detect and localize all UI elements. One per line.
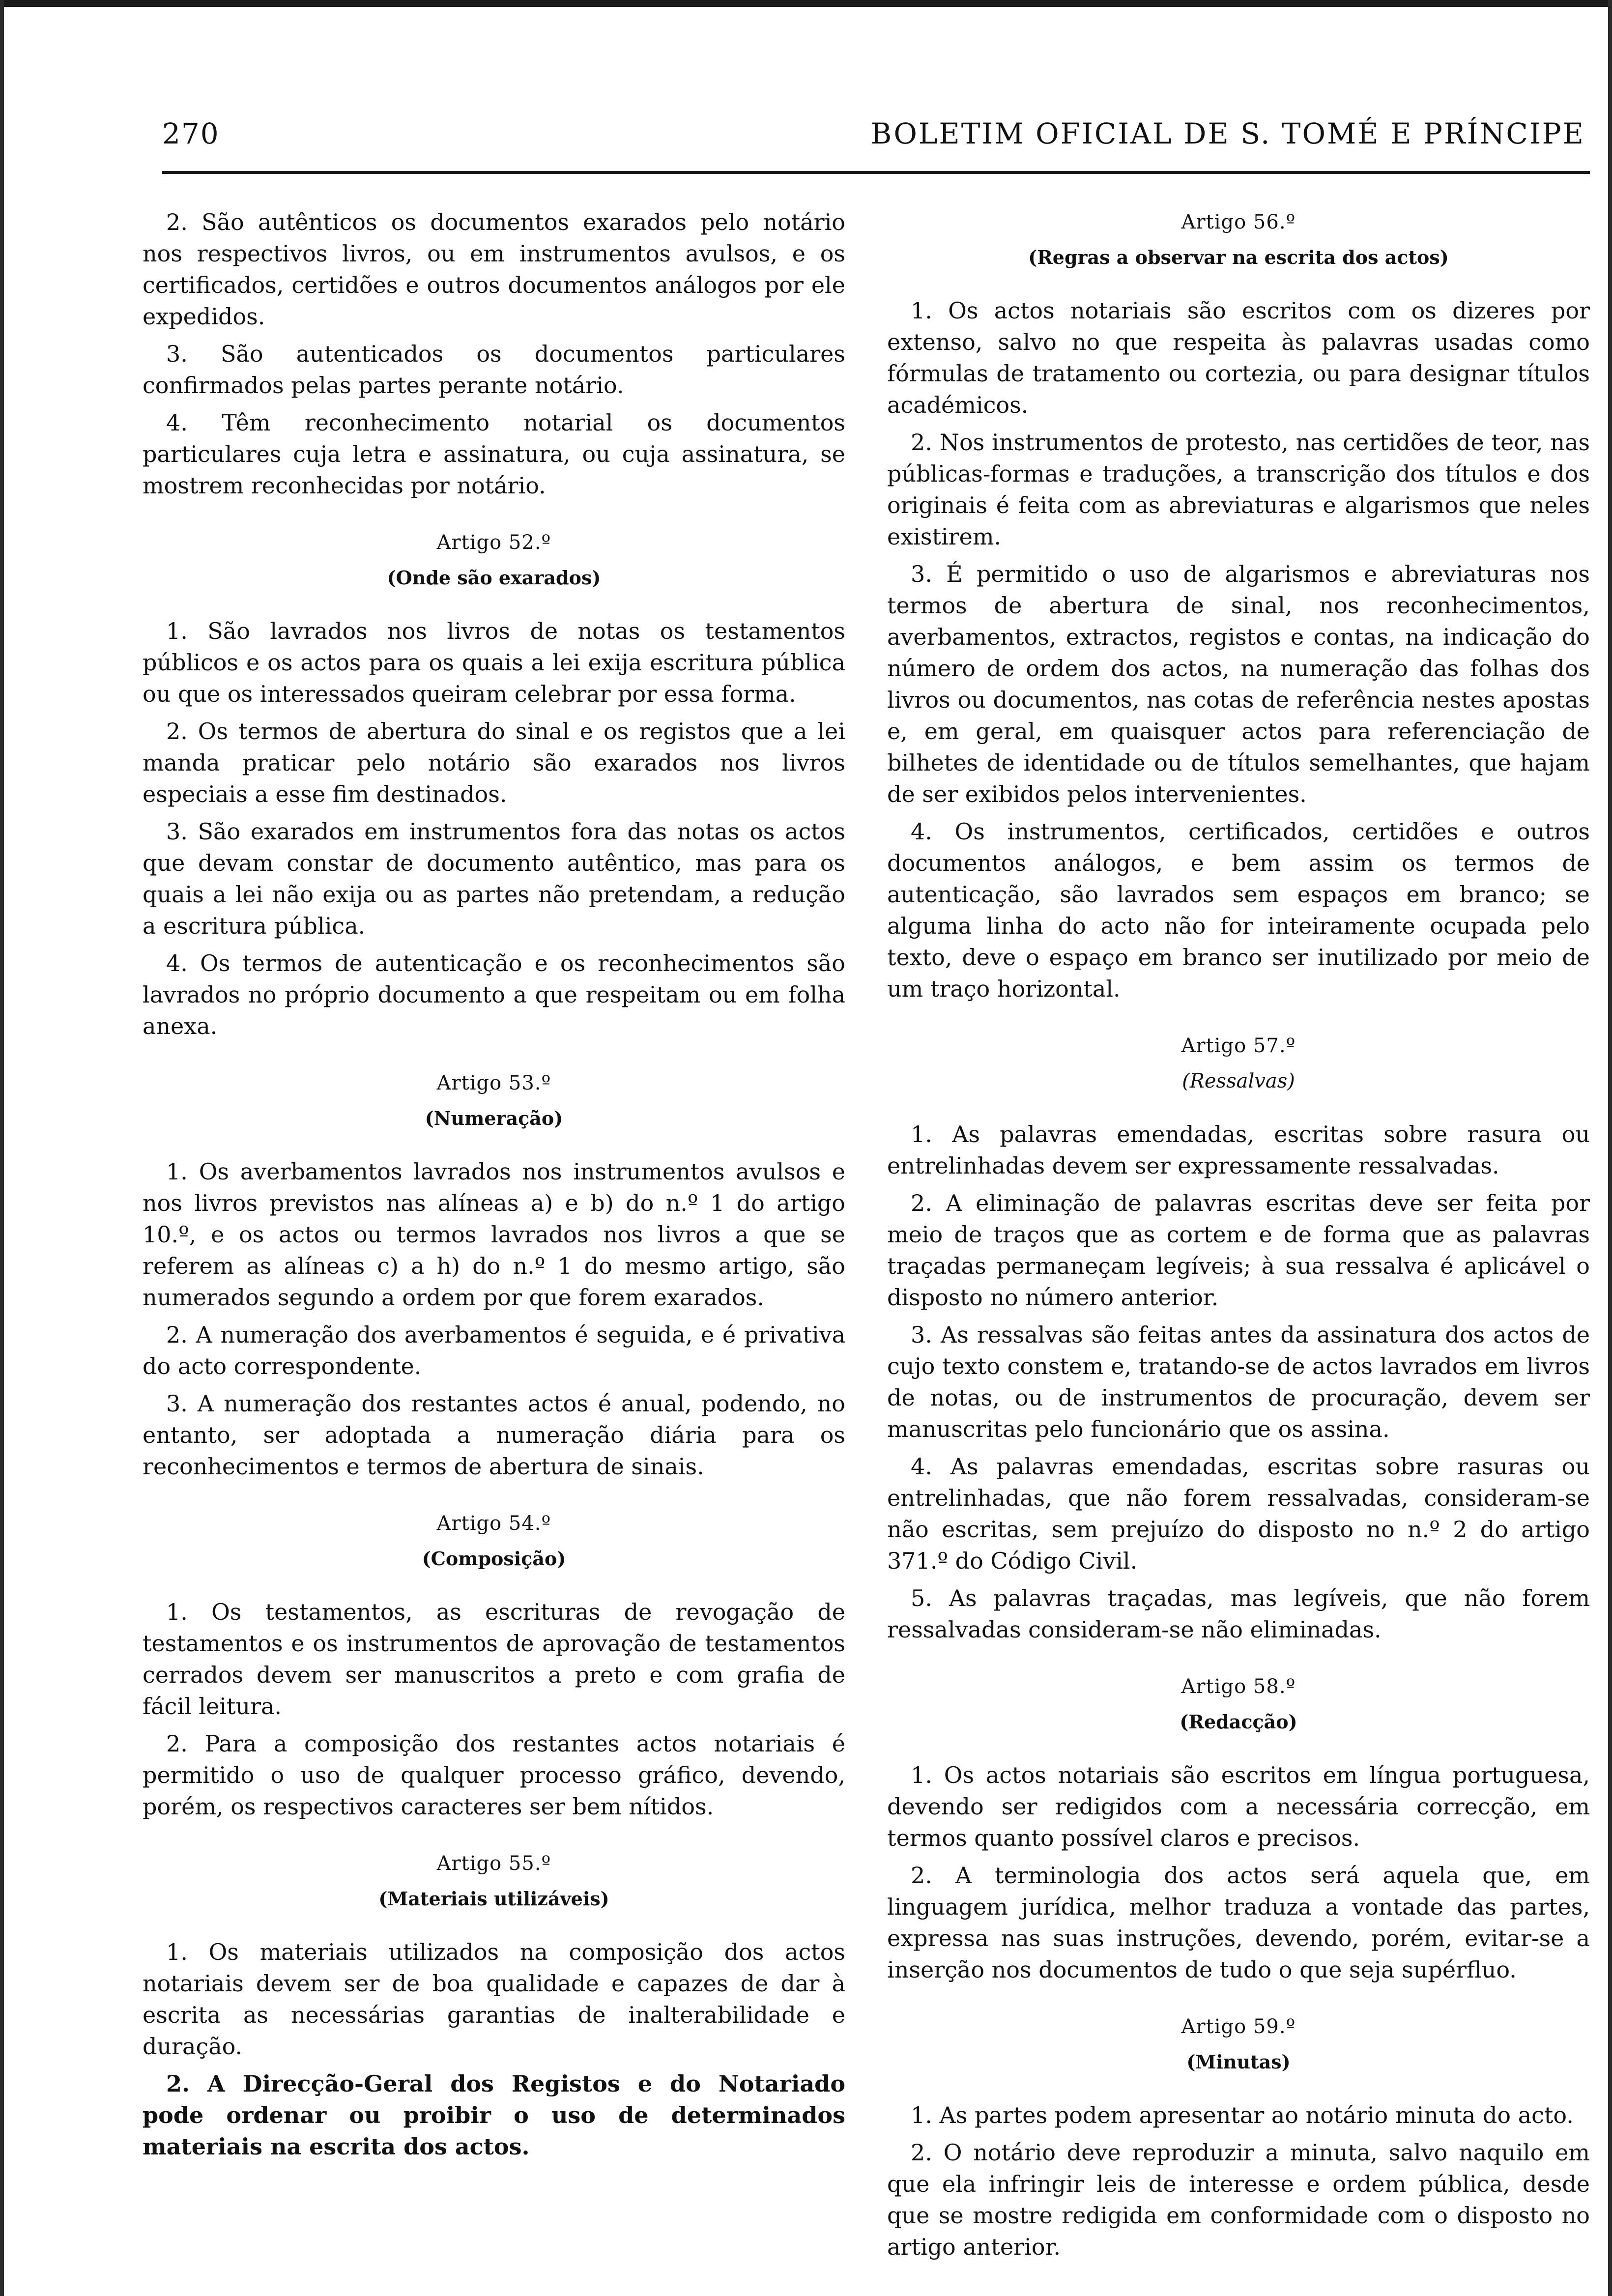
- paragraph: 2. A eliminação de palavras escritas deve ser feita por meio de traços que as cortem e de forma que as palavras traçadas permaneçam legíveis; à sua ressalva é aplicável o disposto no número anterior.: [887, 1190, 1590, 1311]
- paragraph: 2. Nos instrumentos de protesto, nas certidões de teor, nas públicas-formas e traduções, a transcrição dos títulos e dos originais é feita com as abreviaturas e algarismos que neles existirem.: [887, 429, 1590, 550]
- paragraph: 4. Têm reconhecimento notarial os documentos particulares cuja letra e assinatura, ou cuja assinatura, se mostrem reconhecidas por notário.: [143, 409, 845, 499]
- article-heading-58: Artigo 58.º: [1181, 1675, 1296, 1698]
- paragraph: 4. Os instrumentos, certificados, certidões e outros documentos análogos, e bem assim os termos de autenticação, são lavrados sem espaços em branco; se alguma linha do acto não for inteiramente ocupada pelo texto, deve o espaço em branco ser inutilizado por meio de um traço horizontal.: [887, 818, 1590, 1002]
- article-rubric-53: (Numeração): [425, 1107, 563, 1129]
- paragraph: 2. A Direcção-Geral dos Registos e do Notariado pode ordenar ou proibir o uso de determinados materiais na escrita dos actos.: [143, 2070, 845, 2160]
- paragraph: 1. Os actos notariais são escritos em língua portuguesa, devendo ser redigidos com a necessária correcção, em termos quanto possível claros e precisos.: [887, 1762, 1590, 1851]
- paragraph: 2. O notário deve reproduzir a minuta, salvo naquilo em que ela infringir leis de interesse e ordem pública, desde que se mostre redigida em conformidade com o disposto no artigo anterior.: [887, 2139, 1590, 2260]
- paragraph: 1. Os averbamentos lavrados nos instrumentos avulsos e nos livros previstos nas alíneas a) e b) do n.º 1 do artigo 10.º, e os actos ou termos lavrados nos livros a que se referem as alíneas c) a h) do n.º 1 do mesmo artigo, são numerados segundo a ordem por que forem exarados.: [143, 1158, 845, 1311]
- paragraph: 1. Os materiais utilizados na composição dos actos notariais devem ser de boa qualidade e capazes de dar à escrita as necessárias garantias de inalterabilidade e duração.: [143, 1939, 845, 2060]
- article-rubric-58: (Redacção): [1180, 1711, 1297, 1733]
- article-rubric-52: (Onde são exarados): [387, 567, 601, 589]
- running-title: BOLETIM OFICIAL DE S. TOMÉ E PRÍNCIPE: [870, 117, 1585, 150]
- paragraph: 2. A numeração dos averbamentos é seguida, e é privativa do acto correspondente.: [143, 1321, 845, 1379]
- paragraph: 5. As palavras traçadas, mas legíveis, que não forem ressalvadas consideram-se não eliminadas.: [887, 1585, 1590, 1643]
- paragraph: 3. São exarados em instrumentos fora das notas os actos que devam constar de documento autêntico, mas para os quais a lei não exija ou as partes não pretendam, a redução a escritura pública.: [143, 818, 845, 939]
- paragraph: 1. Os testamentos, as escrituras de revogação de testamentos e os instrumentos de aprovação de testamentos cerrados devem ser manuscritos a preto e com grafia de fácil leitura.: [143, 1599, 845, 1720]
- page-number: 270: [162, 117, 220, 150]
- paragraph: 4. As palavras emendadas, escritas sobre rasuras ou entrelinhadas, que não forem ressalvadas, consideram-se não escritas, sem prejuízo do disposto no n.º 2 do artigo 371.º do Código Civil.: [887, 1453, 1590, 1574]
- paragraph: 2. Para a composição dos restantes actos notariais é permitido o uso de qualquer processo gráfico, devendo, porém, os respectivos caracteres ser bem nítidos.: [143, 1730, 845, 1820]
- paragraph: 2. São autênticos os documentos exarados pelo notário nos respectivos livros, ou em instrumentos avulsos, e os certificados, certidões e outros documentos análogos por ele expedidos.: [143, 209, 845, 330]
- article-heading-55: Artigo 55.º: [436, 1852, 551, 1875]
- page-border-left: [0, 0, 4, 2296]
- page-border-right: [1608, 0, 1612, 2296]
- right-column: [887, 206, 1590, 2260]
- paragraph: 1. As partes podem apresentar ao notário minuta do acto.: [911, 2102, 1574, 2128]
- paragraph: 3. As ressalvas são feitas antes da assinatura dos actos de cujo texto constem e, tratando-se de actos lavrados em livros de notas, ou de instrumentos de procuração, devem ser manuscritas pelo funcionário que os assina.: [887, 1321, 1590, 1442]
- article-heading-53: Artigo 53.º: [436, 1072, 551, 1094]
- article-rubric-56: (Regras a observar na escrita dos actos): [1028, 246, 1449, 268]
- paragraph: 1. As palavras emendadas, escritas sobre rasura ou entrelinhadas devem ser expressamente ressalvadas.: [887, 1121, 1590, 1179]
- left-column: [143, 206, 845, 2241]
- page-header: [162, 112, 1590, 161]
- article-rubric-59: (Minutas): [1186, 2051, 1291, 2073]
- paragraph: 2. A terminologia dos actos será aquela que, em linguagem jurídica, melhor traduza a vontade das partes, expressa nas suas instruções, devendo, porém, evitar-se a inserção nos documentos de tudo o que seja supérfluo.: [887, 1862, 1590, 1983]
- article-heading-57: Artigo 57.º: [1181, 1034, 1296, 1057]
- paragraph: 3. É permitido o uso de algarismos e abreviaturas nos termos de abertura de sinal, nos reconhecimentos, averbamentos, extractos, registos e contas, na indicação do número de ordem dos actos, na numeração das folhas dos livros ou documentos, nas cotas de referência nestes apostas e, em geral, em quaisquer actos para referenciação de bilhetes de identidade ou de títulos semelhantes, que hajam de ser exibidos pelos intervenientes.: [887, 561, 1590, 807]
- page-border-top: [0, 0, 1612, 7]
- paragraph: 1. Os actos notariais são escritos com os dizeres por extenso, salvo no que respeita às palavras usadas como fórmulas de tratamento ou cortezia, ou para designar títulos académicos.: [887, 297, 1590, 418]
- article-heading-59: Artigo 59.º: [1181, 2015, 1296, 2038]
- article-heading-56: Artigo 56.º: [1181, 211, 1296, 233]
- header-rule: [162, 171, 1590, 174]
- article-heading-52: Artigo 52.º: [436, 531, 551, 554]
- paragraph: 3. São autenticados os documentos particulares confirmados pelas partes perante notário.: [143, 341, 845, 399]
- paragraph: 3. A numeração dos restantes actos é anual, podendo, no entanto, ser adoptada a numeração diária para os reconhecimentos e termos de abertura de sinais.: [143, 1390, 845, 1480]
- paragraph: 2. Os termos de abertura do sinal e os registos que a lei manda praticar pelo notário são exarados nos livros especiais a esse fim destinados.: [143, 718, 845, 807]
- paragraph: 1. São lavrados nos livros de notas os testamentos públicos e os actos para os quais a lei exija escritura pública ou que os interessados queiram celebrar por essa forma.: [143, 618, 845, 707]
- article-rubric-57: (Ressalvas): [1182, 1070, 1295, 1092]
- article-heading-54: Artigo 54.º: [436, 1512, 551, 1535]
- paragraph: 4. Os termos de autenticação e os reconhecimentos são lavrados no próprio documento a que respeitam ou em folha anexa.: [143, 950, 845, 1039]
- article-rubric-54: (Composição): [422, 1548, 566, 1570]
- article-rubric-55: (Materiais utilizáveis): [378, 1888, 609, 1910]
